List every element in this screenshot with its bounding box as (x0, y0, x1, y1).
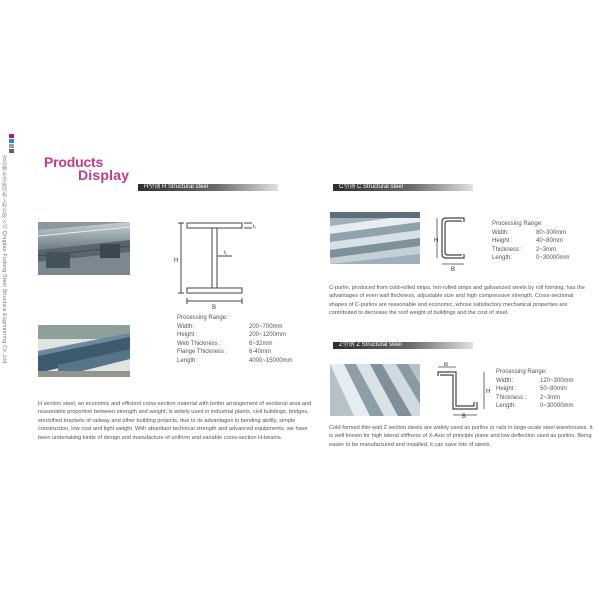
c-spec-value: 80~300mm (536, 229, 567, 236)
z-spec-value: 0~30000mm (540, 403, 574, 410)
z-spec-value: 2~3mm (540, 394, 561, 401)
h-spec-row (177, 331, 293, 340)
h-spec-value: 200~700mm (249, 323, 283, 330)
h-spec-row (177, 340, 293, 349)
h-spec-value: 6-40mm (249, 349, 272, 356)
color-swatch-grey (9, 144, 14, 148)
c-purlin-cross-section-diagram (434, 212, 482, 272)
h-spec-label: Flange Thickness : (177, 349, 228, 356)
h-spec-row (177, 357, 293, 366)
page-title-line1: Products (44, 154, 104, 170)
c-spec-row (492, 229, 570, 238)
c-spec-value: 2~3mm (536, 246, 557, 253)
z-spec-row (496, 377, 574, 386)
c-spec-row (492, 254, 570, 263)
c-spec-value: 40~80mm (536, 238, 563, 245)
c-spec-row (492, 246, 570, 255)
h-spec-value: 6~32mm (249, 340, 273, 347)
z-spec-value: 50~80mm (540, 386, 567, 393)
z-spec-row (496, 385, 574, 394)
z-spec-title: Processing Range: (496, 369, 547, 375)
color-swatch-magenta (9, 134, 14, 138)
c-spec-value: 0~30000mm (536, 255, 570, 262)
z-section-cross-section-diagram (432, 362, 492, 418)
h-spec-title: Processing Range: (177, 315, 228, 321)
h-spec-value: 4000~15000mm (249, 357, 293, 364)
c-purlin-description: C-purlin, produced from cold-rolled strips, hot-rolled strips and galvanized steels by roll forming, has the advantages of even wall thickness, adjustable size and high compressive strength. Cross-sectional shapes of C-purlins are reasonable and economic, whose satisfactory mechanical properties are contributed to decrease the roof weight of buildings and the cost of steel. (329, 285, 585, 317)
z-section-header: Z型钢 Z Structural steel (333, 342, 473, 349)
z-spec-label: Width: (496, 377, 514, 384)
c-purlin-photo (330, 212, 420, 264)
c-spec-row (492, 237, 570, 246)
h-diagram-label-b: B (212, 305, 217, 310)
c-spec-block (492, 220, 570, 263)
z-section-description: Cold-formed thin-wall Z section steels are widely used as purlins or rails in large-scale steel warehouses. It is well known for high lateral stiffness of X-Axis of principle plane and low deflection used as purlins. Being easier to be manufactured and installed, it can save lots of steels. (329, 425, 593, 448)
c-diagram-label-h: H (434, 238, 439, 244)
z-spec-row (496, 402, 574, 411)
c-spec-label: Thickness : (492, 246, 523, 253)
z-diagram-label-b-top: B (444, 362, 449, 368)
z-spec-value: 120~300mm (540, 377, 574, 384)
h-spec-label: Width: (177, 323, 195, 330)
z-spec-label: Height : (496, 386, 517, 393)
color-swatch-blue (9, 139, 14, 143)
h-beam-photo-stack (38, 222, 130, 275)
color-swatch-dark (9, 149, 14, 153)
h-beam-cross-section-diagram (172, 218, 267, 310)
c-spec-label: Height : (492, 238, 513, 245)
h-diagram-label-h: H (174, 258, 179, 264)
h-section-header: H型钢 H Structural steel (138, 184, 278, 191)
c-diagram-label-b: B (451, 267, 456, 272)
z-spec-row (496, 394, 574, 403)
c-purlin-header: C型钢 C Structural steel (333, 184, 473, 191)
z-section-photo (330, 364, 420, 416)
h-diagram-label-t1: t₁ (224, 250, 228, 256)
c-spec-label: Width: (492, 229, 510, 236)
h-section-description: H section steel, an economic and efficient cross-section material with better arrangement of sectional area and reasonable proportion between strength and weight, is widely used in industrial plants, civil buildings, bridges, electrified brackets of railway and other building projects, due to its advantages in bending ability, simple construction, low cost and light weight. With abundant technical strength and advanced equipments, we have been undertaking kinds of design and manufacture of uniform and variable cross-section H-beams. (38, 401, 312, 441)
h-spec-block (177, 314, 293, 366)
h-spec-label: Height : (177, 332, 198, 339)
z-diagram-label-b-bottom: B (462, 414, 467, 418)
h-spec-label: Length: (177, 357, 198, 364)
h-spec-row (177, 323, 293, 332)
h-spec-table (177, 323, 293, 366)
h-spec-value: 200~1200mm (249, 332, 286, 339)
z-diagram-label-h: H (486, 389, 491, 395)
z-spec-label: Length: (496, 403, 517, 410)
c-spec-label: Length: (492, 255, 513, 262)
z-spec-block (496, 368, 574, 411)
z-spec-table (496, 377, 574, 411)
company-name-vertical: 青岛佛东金属结构工程有限公司 Qingdao Fodong Steel Structure Engineering Co.,Ltd. (1, 155, 7, 365)
h-spec-label: Web Thickness : (177, 340, 222, 347)
h-beam-photo-long (38, 325, 130, 377)
c-spec-table (492, 229, 570, 263)
page-title-line2: Display (78, 167, 130, 183)
c-spec-title: Processing Range: (492, 221, 543, 227)
z-spec-label: Thickness : (496, 394, 527, 401)
h-diagram-label-t2: t₂ (253, 224, 257, 230)
h-spec-row (177, 348, 293, 357)
